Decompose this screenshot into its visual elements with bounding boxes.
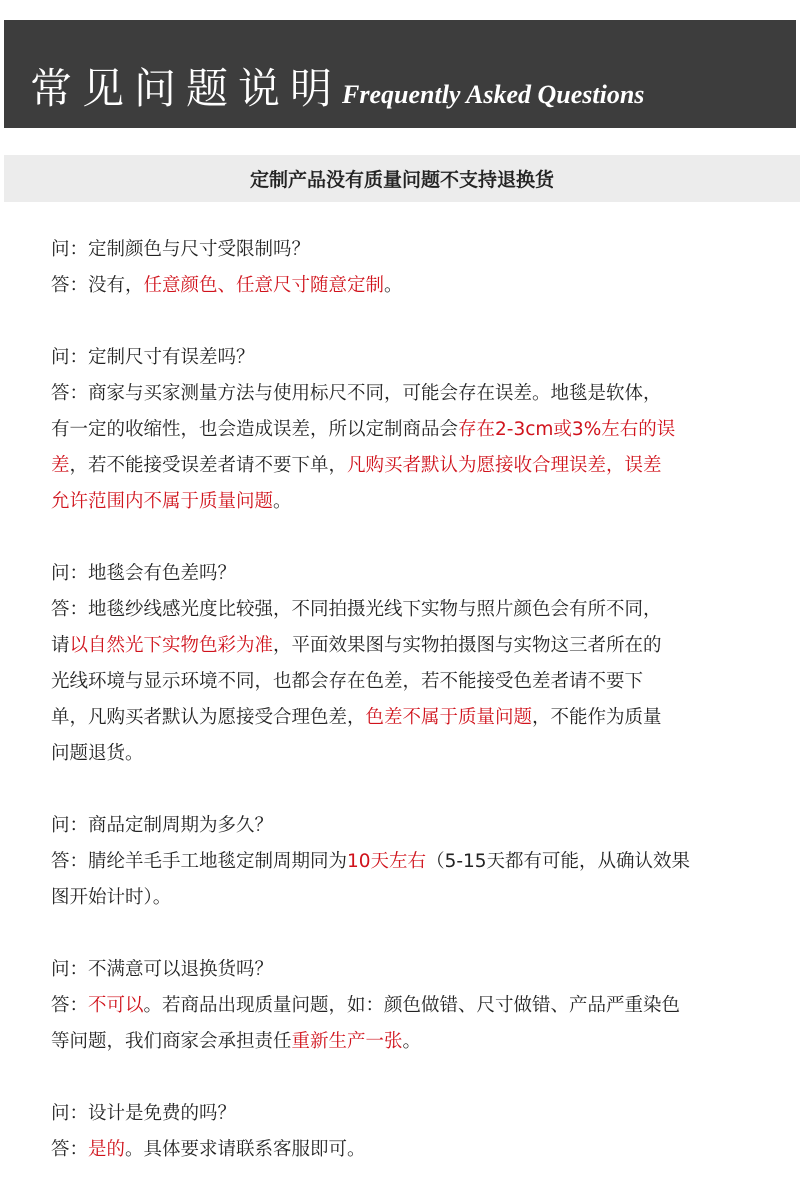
faq-answer-line [51,1024,771,1060]
answer-highlight: 允许范围内不属于质量问题 [51,491,274,512]
header-title-cn: 常见问题说明 [30,64,343,113]
answer-highlight: 以自然光下实物色彩为准 [69,635,274,656]
faq-item [51,556,771,772]
answer-text: ，平面效果图与实物拍摄图与实物这三者所在的 [273,635,662,656]
faq-answer-line [51,1132,771,1168]
answer-highlight: 不可以 [88,995,144,1016]
faq-question: 问：地毯会有色差吗？ [51,563,237,584]
answer-text: 答： [51,1139,89,1160]
answer-text: 有一定的收缩性，也会造成误差，所以定制商品会 [51,419,459,440]
faq-answer-line [51,592,771,628]
faq-answer-line [51,412,771,448]
faq-answer-line [51,448,771,484]
answer-text: 答：腈纶羊毛手工地毯定制周期同为 [51,851,348,872]
answer-text: 答：没有， [51,275,144,296]
faq-answer-line [51,376,771,412]
answer-highlight: 重新生产一张 [291,1031,403,1052]
answer-text: ，若不能接受误差者请不要下单， [69,455,348,476]
faq-question: 问：商品定制周期为多久？ [51,815,274,836]
answer-highlight: 是的 [88,1139,126,1160]
faq-answer-line [51,988,771,1024]
answer-text: 。 [273,491,292,512]
faq-question: 问：设计是免费的吗？ [51,1103,237,1124]
faq-question: 问：定制尺寸有误差吗？ [51,347,255,368]
faq-answer-line [51,268,771,304]
answer-highlight: 10天左右 [347,851,427,872]
faq-question: 问：不满意可以退换货吗？ [51,959,274,980]
faq-answer-line [51,844,771,880]
answer-highlight: 任意颜色、任意尺寸随意定制 [143,275,385,296]
answer-text: （5-15天都有可能，从确认效果 [426,851,691,872]
faq-answer-line [51,484,771,520]
faq-item [51,340,771,520]
answer-text: ，不能作为质量 [532,707,662,728]
answer-text: 。若商品出现质量问题，如：颜色做错、尺寸做错、产品严重染色 [143,995,681,1016]
answer-text: 问题退货。 [51,743,144,764]
faq-item [51,1096,771,1168]
faq-item [51,232,771,304]
faq-answer-line [51,628,771,664]
answer-highlight: 存在2-3cm或3%左右的误 [458,419,676,440]
faq-list [51,232,771,1204]
faq-item [51,808,771,916]
answer-text: 图开始计时）。 [51,887,172,908]
faq-question: 问：定制颜色与尺寸受限制吗？ [51,239,311,260]
answer-highlight: 色差不属于质量问题 [365,707,533,728]
answer-text: 答： [51,995,89,1016]
faq-answer-line [51,700,771,736]
faq-answer-line [51,736,771,772]
answer-highlight: 凡购买者默认为愿接收合理误差，误差 [347,455,662,476]
answer-text: 单，凡购买者默认为愿接受合理色差， [51,707,366,728]
faq-answer-line [51,880,771,916]
answer-text: 。 [384,275,403,296]
answer-text: 请 [51,635,70,656]
answer-text: 答：商家与买家测量方法与使用标尺不同，可能会存在误差。地毯是软体， [51,383,662,404]
answer-text: 光线环境与显示环境不同，也都会存在色差，若不能接受色差者请不要下 [51,671,644,692]
faq-item [51,952,771,1060]
answer-highlight: 差 [51,455,70,476]
answer-text: 答：地毯纱线感光度比较强，不同拍摄光线下实物与照片颜色会有所不同， [51,599,662,620]
answer-text: 。具体要求请联系客服即可。 [125,1139,366,1160]
answer-text: 等问题，我们商家会承担责任 [51,1031,292,1052]
header-title-en: Frequently Asked Questions [342,80,645,109]
return-policy-notice: 定制产品没有质量问题不支持退换货 [4,155,800,202]
answer-text: 。 [402,1031,422,1052]
faq-answer-line [51,664,771,700]
page-header-banner [4,20,796,128]
